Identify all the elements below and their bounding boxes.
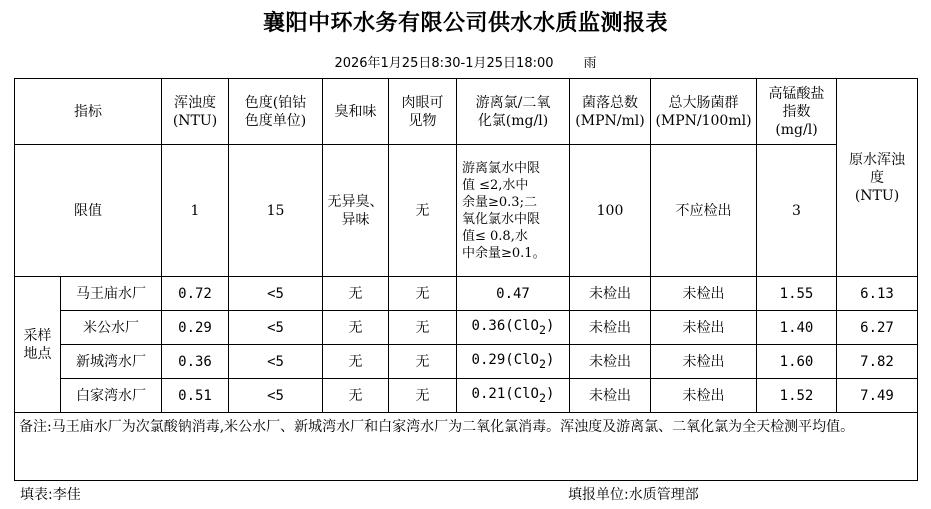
limits-row [15,145,918,277]
permanganate-value: 1.55 [757,277,837,311]
site-name: 米公水厂 [61,311,162,345]
report-period: 2026年1月25日8:30-1月25日18:00 [334,56,554,71]
header-turbidity: 浑浊度 (NTU) [162,79,229,145]
permanganate-value: 1.60 [757,345,837,379]
color-value: <5 [229,345,323,379]
table-row [15,277,918,311]
turbidity-value: 0.36 [162,345,229,379]
sampling-site-label: 采样 地点 [15,277,61,413]
limit-chlorine: 游离氯水中限 值 ≤2,水中 余量≥0.3;二 氧化氯水中限 值≤ 0.8,水 中余量≥0.1。 [457,145,570,277]
chlorine-text: 0.29(ClO [471,351,539,368]
chlorine-value: 0.29(ClO$_2$) [457,345,570,379]
odor-value: 无 [323,379,389,413]
permanganate-value: 1.40 [757,311,837,345]
report-title: 襄阳中环水务有限公司供水水质监测报表 [262,11,668,36]
color-value: <5 [229,277,323,311]
weather: 雨 [583,56,597,71]
odor-value: 无 [323,311,389,345]
colony-value: 未检出 [570,277,651,311]
site-name: 白家湾水厂 [61,379,162,413]
visible-value: 无 [389,277,457,311]
odor-value: 无 [323,345,389,379]
header-odor: 臭和味 [323,79,389,145]
chlorine-subscript: 2 [538,356,547,371]
permanganate-value: 1.52 [757,379,837,413]
header-chlorine: 游离氯/二氧 化氯(mg/l) [457,79,570,145]
colony-value: 未检出 [570,311,651,345]
header-coliform: 总大肠菌群 (MPN/100ml) [651,79,757,145]
coliform-value: 未检出 [651,311,757,345]
visible-value: 无 [389,311,457,345]
limit-turbidity: 1 [162,145,229,277]
chlorine-subscript: 2 [538,322,547,337]
site-name: 马王庙水厂 [61,277,162,311]
raw-turbidity-value: 6.27 [837,311,918,345]
table-row [15,311,918,345]
header-raw-turbidity: 原水浑浊 度 (NTU) [837,79,918,277]
limit-permanganate: 3 [757,145,837,277]
colony-value: 未检出 [570,345,651,379]
turbidity-value: 0.72 [162,277,229,311]
odor-value: 无 [323,277,389,311]
visible-value: 无 [389,345,457,379]
limits-label: 限值 [15,145,162,277]
turbidity-value: 0.29 [162,311,229,345]
coliform-value: 未检出 [651,345,757,379]
header-visible: 肉眼可 见物 [389,79,457,145]
table-row [15,379,918,413]
turbidity-value: 0.51 [162,379,229,413]
color-value: <5 [229,311,323,345]
chlorine-text: 0.36(ClO [471,317,539,334]
raw-turbidity-value: 7.49 [837,379,918,413]
limit-colony: 100 [570,145,651,277]
chlorine-value: 0.21(ClO$_2$) [457,379,570,413]
chlorine-text: 0.21(ClO [471,385,539,402]
color-value: <5 [229,379,323,413]
coliform-value: 未检出 [651,277,757,311]
limit-coliform: 不应检出 [651,145,757,277]
chlorine-subscript: 2 [538,390,547,405]
header-permanganate: 高锰酸盐 指数 (mg/l) [757,79,837,145]
raw-turbidity-value: 7.82 [837,345,918,379]
raw-turbidity-value: 6.13 [837,277,918,311]
report-period-line [0,52,931,71]
chlorine-value [457,277,570,311]
site-name: 新城湾水厂 [61,345,162,379]
filled-by: 填表:李佳 [20,487,81,503]
limit-color: 15 [229,145,323,277]
remarks-note: 备注:马王庙水厂为次氯酸钠消毒,米公水厂、新城湾水厂和白家湾水厂为二氧化氯消毒。浑浊度及游离氯、二氧化氯为全天检测平均值。 [15,413,918,481]
chlorine-value: 0.36(ClO$_2$) [457,311,570,345]
header-row [15,79,918,145]
note-row [15,413,918,481]
visible-value: 无 [389,379,457,413]
header-colony: 菌落总数 (MPN/ml) [570,79,651,145]
table-row [15,345,918,379]
limit-odor: 无异臭、 异味 [323,145,389,277]
chlorine-text: 0.47 [496,285,530,302]
reporting-unit: 填报单位:水质管理部 [568,487,699,503]
header-indicator: 指标 [15,79,162,145]
header-color: 色度(铂钴 色度单位) [229,79,323,145]
coliform-value: 未检出 [651,379,757,413]
limit-visible: 无 [389,145,457,277]
water-quality-table [14,78,918,481]
colony-value: 未检出 [570,379,651,413]
